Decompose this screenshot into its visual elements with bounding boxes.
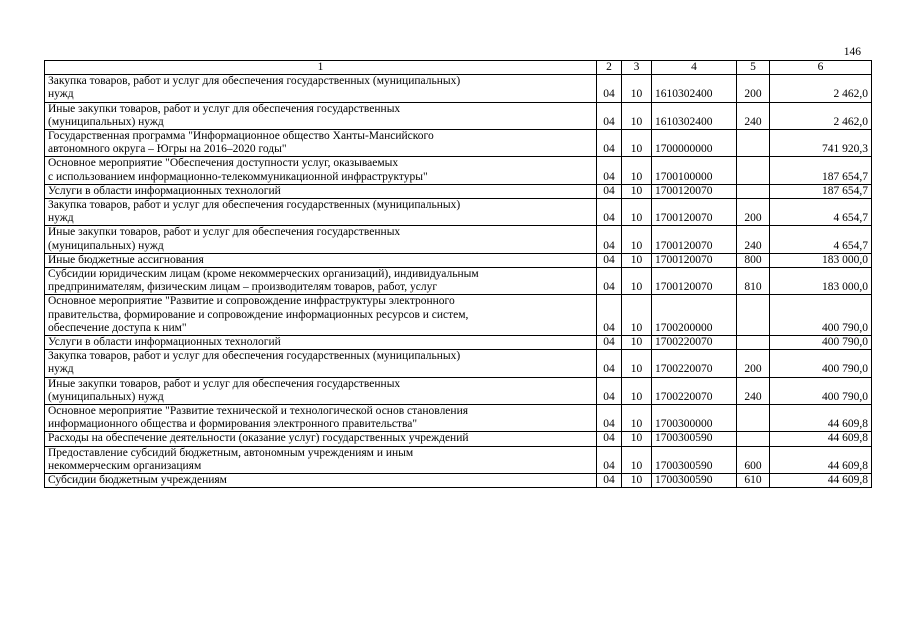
row-name [45,432,597,446]
page-number: 146 [843,46,861,58]
header-col-5: 5 [737,61,770,75]
subsection-code: 10 [622,268,652,295]
row-name [45,226,597,253]
amount: 44 609,8 [770,474,872,488]
target-article-code: 1700300000 [652,405,737,432]
target-article-code: 1700300590 [652,446,737,473]
section-code: 04 [597,75,622,102]
section-code: 04 [597,157,622,184]
table-row [45,377,872,404]
subsection-code: 10 [622,199,652,226]
row-name-line: Закупка товаров, работ и услуг для обеспечения государственных (муниципальных) [48,350,461,363]
row-name [45,336,597,350]
expense-type-code: 240 [737,226,770,253]
expense-type-code: 810 [737,268,770,295]
table-row [45,102,872,129]
amount: 400 790,0 [770,295,872,336]
row-name-line: Иные закупки товаров, работ и услуг для обеспечения государственных [48,226,401,239]
expense-type-code: 800 [737,253,770,267]
table-row [45,199,872,226]
subsection-code: 10 [622,432,652,446]
expense-type-code: 600 [737,446,770,473]
subsection-code: 10 [622,474,652,488]
target-article-code: 1700200000 [652,295,737,336]
row-name-line: правительства, формирование и сопровождение информационных ресурсов и систем, [48,308,469,321]
table-row [45,130,872,157]
expense-type-code [737,432,770,446]
expense-type-code [737,295,770,336]
target-article-code: 1700120070 [652,199,737,226]
table-row [45,336,872,350]
row-name [45,268,597,295]
row-name-line: некоммерческим организациям [48,459,202,472]
row-name [45,75,597,102]
amount: 2 462,0 [770,102,872,129]
row-name-line: нужд [48,363,74,376]
row-name-line: (муниципальных) нужд [48,115,164,128]
table-body [45,75,872,488]
table-row [45,226,872,253]
expense-type-code [737,184,770,198]
section-code: 04 [597,350,622,377]
table-row [45,405,872,432]
row-name [45,446,597,473]
amount: 183 000,0 [770,268,872,295]
subsection-code: 10 [622,102,652,129]
expense-type-code: 200 [737,350,770,377]
row-name [45,253,597,267]
row-name-line: Субсидии бюджетным учреждениям [48,474,227,487]
table-row [45,350,872,377]
row-name-line: нужд [48,88,74,101]
subsection-code: 10 [622,157,652,184]
expense-type-code: 240 [737,102,770,129]
section-code: 04 [597,446,622,473]
row-name-line: обеспечение доступа к ним" [48,321,187,334]
subsection-code: 10 [622,377,652,404]
subsection-code: 10 [622,350,652,377]
row-name-line: Основное мероприятие "Развитие и сопровождение инфраструктуры электронного [48,295,455,308]
header-col-6: 6 [770,61,872,75]
target-article-code: 1700120070 [652,268,737,295]
target-article-code: 1700120070 [652,184,737,198]
row-name-line: Расходы на обеспечение деятельности (оказание услуг) государственных учреждений [48,432,469,445]
row-name-line: (муниципальных) нужд [48,239,164,252]
section-code: 04 [597,130,622,157]
header-col-1: 1 [45,61,597,75]
expense-type-code [737,157,770,184]
table-row [45,268,872,295]
table-row [45,253,872,267]
table-row [45,75,872,102]
row-name [45,157,597,184]
amount: 187 654,7 [770,157,872,184]
section-code: 04 [597,432,622,446]
row-name [45,350,597,377]
section-code: 04 [597,295,622,336]
row-name [45,474,597,488]
row-name-line: Услуги в области информационных технологий [48,184,281,197]
row-name [45,377,597,404]
target-article-code: 1700220070 [652,350,737,377]
expense-type-code: 200 [737,75,770,102]
row-name-line: Иные закупки товаров, работ и услуг для обеспечения государственных [48,377,401,390]
section-code: 04 [597,474,622,488]
subsection-code: 10 [622,253,652,267]
table-row [45,474,872,488]
row-name-line: предпринимателям, физическим лицам – производителям товаров, работ, услуг [48,281,438,294]
row-name-line: с использованием информационно-телекоммуникационной инфраструктуры" [48,170,428,183]
row-name-line: Закупка товаров, работ и услуг для обеспечения государственных (муниципальных) [48,75,461,88]
amount: 741 920,3 [770,130,872,157]
expense-type-code [737,336,770,350]
section-code: 04 [597,102,622,129]
expense-type-code: 610 [737,474,770,488]
row-name-line: Закупка товаров, работ и услуг для обеспечения государственных (муниципальных) [48,199,461,212]
amount: 44 609,8 [770,432,872,446]
row-name-line: Иные бюджетные ассигнования [48,253,204,266]
subsection-code: 10 [622,295,652,336]
section-code: 04 [597,268,622,295]
target-article-code: 1700220070 [652,336,737,350]
header-col-2: 2 [597,61,622,75]
subsection-code: 10 [622,184,652,198]
row-name [45,102,597,129]
section-code: 04 [597,184,622,198]
expense-type-code [737,405,770,432]
row-name-line: автономного округа – Югры на 2016–2020 годы" [48,143,287,156]
header-row [45,61,872,75]
target-article-code: 1700220070 [652,377,737,404]
section-code: 04 [597,377,622,404]
target-article-code: 1610302400 [652,75,737,102]
table-row [45,432,872,446]
amount: 187 654,7 [770,184,872,198]
amount: 400 790,0 [770,336,872,350]
subsection-code: 10 [622,130,652,157]
table-row [45,446,872,473]
row-name-line: Иные закупки товаров, работ и услуг для обеспечения государственных [48,102,401,115]
amount: 2 462,0 [770,75,872,102]
row-name [45,295,597,336]
row-name-line: Основное мероприятие "Обеспечения доступности услуг, оказываемых [48,157,399,170]
row-name-line: Государственная программа "Информационное общество Ханты-Мансийского [48,130,434,143]
expense-type-code [737,130,770,157]
target-article-code: 1700100000 [652,157,737,184]
table-row [45,184,872,198]
target-article-code: 1700300590 [652,474,737,488]
section-code: 04 [597,336,622,350]
budget-table [44,60,872,488]
section-code: 04 [597,253,622,267]
amount: 400 790,0 [770,350,872,377]
subsection-code: 10 [622,446,652,473]
amount: 44 609,8 [770,446,872,473]
header-col-3: 3 [622,61,652,75]
amount: 400 790,0 [770,377,872,404]
target-article-code: 1610302400 [652,102,737,129]
subsection-code: 10 [622,405,652,432]
row-name-line: Субсидии юридическим лицам (кроме некоммерческих организаций), индивидуальным [48,268,479,281]
table-row [45,295,872,336]
subsection-code: 10 [622,75,652,102]
expense-type-code: 240 [737,377,770,404]
subsection-code: 10 [622,336,652,350]
row-name [45,199,597,226]
section-code: 04 [597,199,622,226]
amount: 183 000,0 [770,253,872,267]
header-col-4: 4 [652,61,737,75]
row-name [45,130,597,157]
row-name-line: Основное мероприятие "Развитие технической и технологической основ становления [48,405,469,418]
amount: 44 609,8 [770,405,872,432]
row-name-line: нужд [48,212,74,225]
subsection-code: 10 [622,226,652,253]
target-article-code: 1700120070 [652,253,737,267]
amount: 4 654,7 [770,199,872,226]
target-article-code: 1700000000 [652,130,737,157]
row-name-line: Предоставление субсидий бюджетным, автономным учреждениям и иным [48,446,414,459]
target-article-code: 1700120070 [652,226,737,253]
table-row [45,157,872,184]
expense-type-code: 200 [737,199,770,226]
target-article-code: 1700300590 [652,432,737,446]
row-name-line: (муниципальных) нужд [48,390,164,403]
amount: 4 654,7 [770,226,872,253]
row-name-line: информационного общества и формирования электронного правительства" [48,418,418,431]
section-code: 04 [597,226,622,253]
row-name [45,405,597,432]
section-code: 04 [597,405,622,432]
row-name-line: Услуги в области информационных технологий [48,336,281,349]
row-name [45,184,597,198]
